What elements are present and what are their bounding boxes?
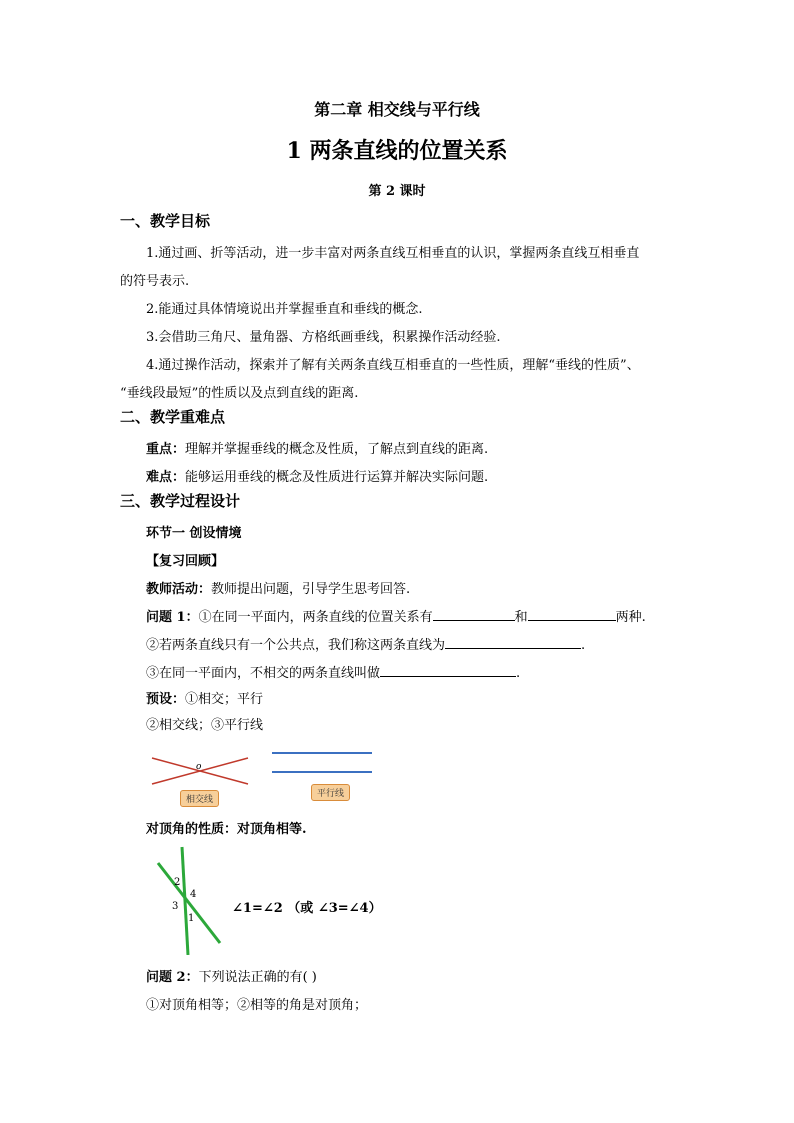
answer-blank-4[interactable] (380, 662, 516, 677)
section2-heading: 二、教学重难点 (120, 408, 226, 426)
question1-end: 两种. (615, 610, 646, 625)
teacher-activity-text: 教师提出问题，引导学生思考回答. (211, 582, 411, 597)
question2-text: 下列说法正确的有( ) (198, 970, 317, 985)
question1-label: 问题 1： (146, 610, 199, 625)
chapter-title: 第二章 相交线与平行线 (314, 100, 480, 119)
answer-blank-1[interactable] (433, 606, 515, 621)
period-label: 第 2 课时 (368, 184, 426, 199)
section3-heading: 三、教学过程设计 (120, 492, 241, 510)
difficulty-label: 难点： (146, 470, 186, 485)
objective-3: 3.会借助三角尺、量角器、方格纸画垂线，积累操作活动经验. (146, 330, 501, 345)
difficulty-text: 能够运用垂线的概念及性质进行运算并解决实际问题. (185, 470, 489, 485)
section1-heading: 一、教学目标 (120, 212, 211, 230)
vertical-angles-figure (150, 843, 230, 955)
answer-blank-3[interactable] (445, 634, 581, 649)
question2-options: ①对顶角相等；②相等的角是对顶角； (146, 998, 368, 1013)
preset-line-a (146, 688, 263, 707)
objective-1-line1: 1.通过画、折等活动，进一步丰富对两条直线互相垂直的认识，掌握两条直线互相垂直 (146, 246, 640, 261)
point-o-label: o (196, 762, 202, 772)
lesson-title: 1 两条直线的位置关系 (286, 138, 508, 164)
question1-and: 和 (514, 610, 528, 625)
angle-label-4: 4 (190, 889, 197, 900)
preset-a-text: ①相交；平行 (185, 692, 264, 707)
preset-line-b: ②相交线；③平行线 (146, 718, 264, 733)
vertical-angle-property: 对顶角的性质：对顶角相等. (146, 822, 307, 837)
question1-b-end: . (581, 638, 586, 653)
parallel-tag: 平行线 (311, 784, 350, 801)
question1-line-c (146, 662, 520, 681)
question1-line-a (146, 606, 646, 625)
green-line-1 (158, 863, 220, 943)
teacher-activity-label: 教师活动： (146, 582, 212, 597)
review-label: 【复习回顾】 (146, 554, 225, 569)
question1-c-text: ③在同一平面内，不相交的两条直线叫做 (146, 666, 381, 681)
key-point-text: 理解并掌握垂线的概念及性质，了解点到直线的距离. (185, 442, 489, 457)
question2-label: 问题 2： (146, 970, 199, 985)
answer-blank-2[interactable] (528, 606, 616, 621)
question1-b-text: ②若两条直线只有一个公共点，我们称这两条直线为 (146, 638, 446, 653)
preset-label: 预设： (146, 692, 186, 707)
intersect-tag: 相交线 (180, 790, 219, 807)
key-point (146, 438, 488, 457)
question2-line (146, 966, 317, 985)
objective-2: 2.能通过具体情境说出并掌握垂直和垂线的概念. (146, 302, 423, 317)
angle-formula: ∠1=∠2 （或 ∠3=∠4） (232, 901, 382, 916)
objective-1-line2: 的符号表示. (120, 274, 190, 289)
question1-line-b (146, 634, 585, 653)
objective-4-line1: 4.通过操作活动，探索并了解有关两条直线互相垂直的一些性质，理解“垂线的性质”、 (146, 358, 640, 373)
objective-4-line2: “垂线段最短”的性质以及点到直线的距离. (120, 386, 359, 401)
angle-label-3: 3 (172, 901, 179, 912)
difficulty-point (146, 466, 488, 485)
angle-label-2: 2 (174, 877, 181, 888)
angle-label-1: 1 (188, 913, 195, 924)
question1-a-text: ①在同一平面内，两条直线的位置关系有 (198, 610, 433, 625)
teacher-activity (146, 578, 410, 597)
link1-title: 环节一 创设情境 (146, 526, 242, 541)
key-point-label: 重点： (146, 442, 186, 457)
question1-c-end: . (516, 666, 521, 681)
